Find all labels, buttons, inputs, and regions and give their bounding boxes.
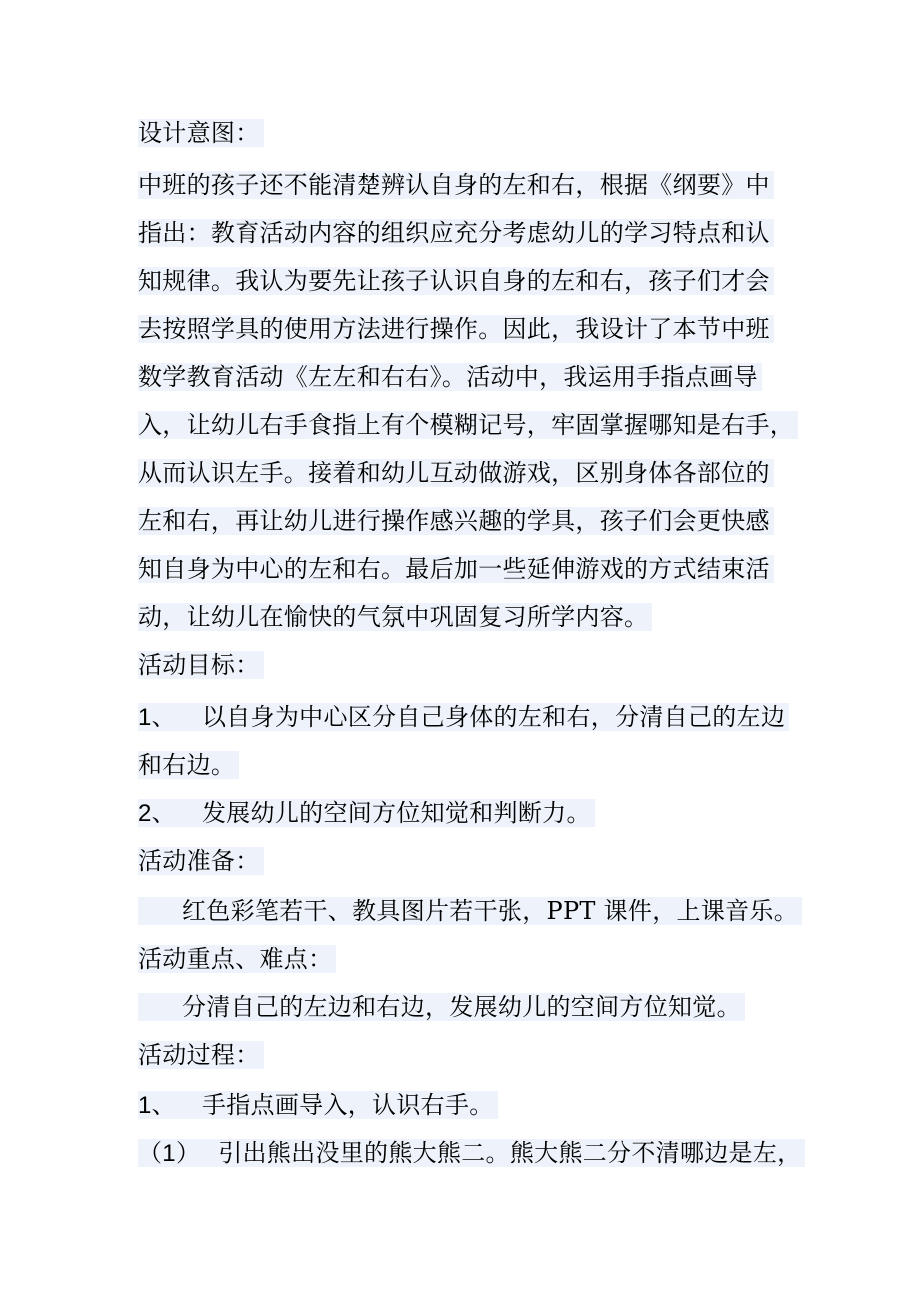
- goal-item-1-continued: 和右边。: [138, 746, 239, 784]
- goal-1-number: 1、: [138, 704, 176, 731]
- key-points-text: 分清自己的左边和右边，发展幼儿的空间方位知觉。: [138, 988, 745, 1026]
- goal-2-text: 发展幼儿的空间方位知觉和判断力。: [201, 799, 591, 827]
- goal-1-text: 以自身为中心区分自己身体的左和右，分清自己的左边: [201, 703, 786, 731]
- design-paragraph-line: 知自身为中心的左和右。最后加一些延伸游戏的方式结束活: [138, 550, 774, 588]
- design-paragraph-line: 数学教育活动《左左和右右》。活动中，我运用手指点画导: [138, 358, 762, 396]
- goal-item-1: [138, 698, 789, 736]
- process-step-1: [138, 1086, 498, 1124]
- process-1-text: 手指点画导入，认识右手。: [201, 1091, 494, 1119]
- design-paragraph-line: 左和右，再让幼儿进行操作感兴趣的学具，孩子们会更快感: [138, 502, 774, 540]
- goal-2-number: 2、: [138, 800, 176, 827]
- design-paragraph-line: 指出：教育活动内容的组织应充分考虑幼儿的学习特点和认: [138, 214, 774, 252]
- design-paragraph-line: 中班的孩子还不能清楚辨认自身的左和右，根据《纲要》中: [138, 166, 774, 204]
- design-paragraph-line: 知规律。我认为要先让孩子认识自身的左和右，孩子们才会: [138, 262, 774, 300]
- process-step-1-1: [138, 1134, 805, 1172]
- heading-activity-process: 活动过程：: [138, 1036, 264, 1074]
- preparation-text: 红色彩笔若干、教具图片若干张，PPT 课件，上课音乐。: [138, 892, 802, 930]
- design-paragraph-line: 动，让幼儿在愉快的气氛中巩固复习所学内容。: [138, 598, 652, 636]
- heading-key-points: 活动重点、难点：: [138, 940, 336, 978]
- design-paragraph-line: 入，让幼儿右手食指上有个模糊记号，牢固掌握哪知是右手，: [138, 406, 798, 444]
- process-1-1-text: 引出熊出没里的熊大熊二。熊大熊二分不清哪边是左，: [218, 1139, 802, 1167]
- design-paragraph-line: 从而认识左手。接着和幼儿互动做游戏，区别身体各部位的: [138, 454, 774, 492]
- goal-item-2: [138, 794, 595, 832]
- design-paragraph-line: 去按照学具的使用方法进行操作。因此，我设计了本节中班: [138, 310, 774, 348]
- heading-activity-goals: 活动目标：: [138, 646, 264, 684]
- heading-activity-preparation: 活动准备：: [138, 842, 264, 880]
- process-1-1-number: （1）: [138, 1140, 201, 1167]
- heading-design-intent: 设计意图：: [138, 114, 264, 152]
- process-1-number: 1、: [138, 1092, 176, 1119]
